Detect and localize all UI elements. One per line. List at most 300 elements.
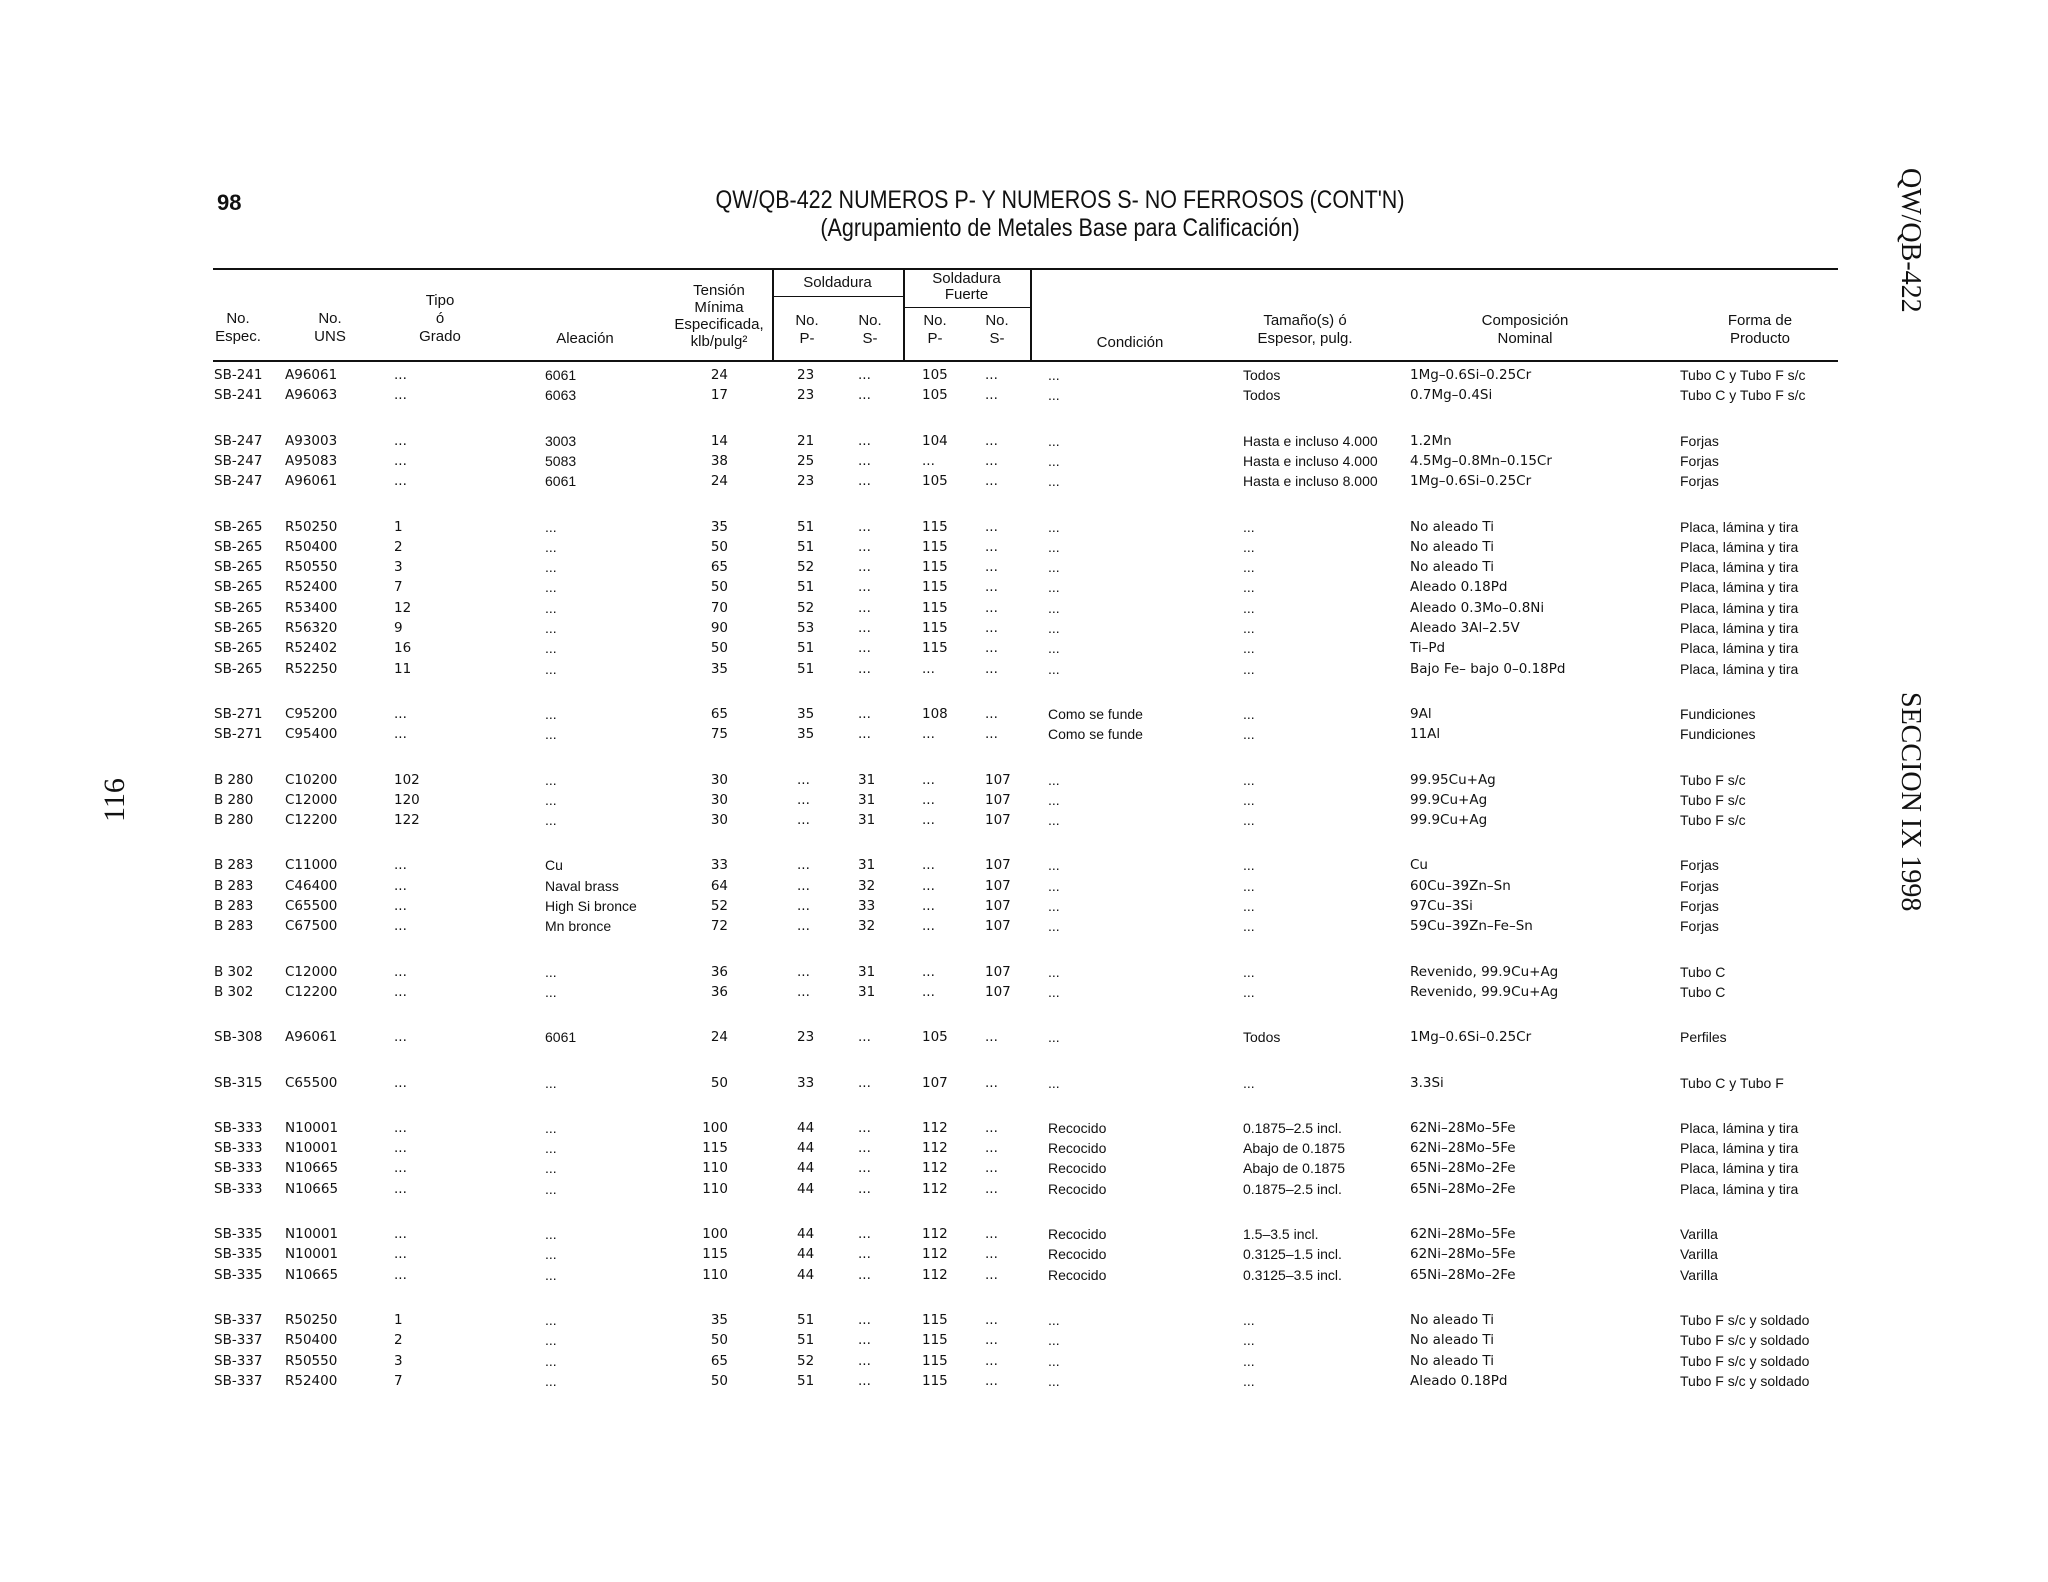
cell-tension: 50 [710,538,728,555]
cell-tamano: ... [1243,1372,1255,1389]
cell-no-uns: R56320 [285,620,338,636]
cell-composicion: 99.9Cu+Ag [1410,791,1488,808]
cell-sold-p: 51 [797,1372,815,1389]
cell-aleacion: 3003 [545,432,577,449]
cell-no-uns: R52402 [285,640,338,657]
header-tipo-grado: Tipo ó Grado [419,292,461,345]
cell-composicion: No aleado Ti [1410,1352,1494,1369]
cell-aleacion: ... [545,812,557,829]
cell-no-uns: A93003 [285,432,338,449]
cell-sold-p: ... [797,857,810,874]
cell-tipo-grado: 2 [394,538,403,555]
cell-forma: Tubo F s/c y soldado [1680,1332,1810,1349]
cell-condicion: ... [1048,620,1060,636]
cell-tipo-grado: ... [394,877,407,894]
cell-sold-p: 35 [797,726,815,743]
cell-forma: Placa, lámina y tira [1680,599,1799,616]
cell-condicion: Recocido [1048,1226,1107,1242]
cell-composicion: Aleado 0.3Mo–0.8Ni [1410,599,1545,616]
cell-aleacion: 5083 [545,452,577,469]
cell-sf-s: 107 [985,791,1011,808]
cell-forma: Perfiles [1680,1029,1727,1046]
cell-tension: 35 [710,1311,728,1328]
cell-sold-p: 51 [797,1332,815,1349]
cell-tamano: ... [1243,579,1255,596]
cell-condicion: ... [1048,1029,1060,1046]
cell-tension: 14 [710,432,728,449]
cell-condicion: ... [1048,898,1060,914]
cell-sold-s: ... [858,1332,871,1349]
cell-no-espec: SB-241 [214,387,263,404]
cell-no-uns: N10001 [285,1226,339,1242]
header-sf-no-s: No. S- [985,312,1009,347]
cell-condicion: ... [1048,579,1060,596]
cell-tipo-grado: 1 [394,1311,403,1328]
cell-sf-p: 108 [922,705,948,722]
cell-no-uns: A96061 [285,1029,338,1046]
cell-sf-p: ... [922,452,935,469]
cell-sf-p: 115 [922,518,948,535]
cell-no-espec: B 280 [214,791,254,808]
cell-sold-p: 44 [797,1226,815,1242]
cell-sold-s: ... [858,579,871,596]
cell-forma: Forjas [1680,918,1719,935]
cell-composicion: Revenido, 99.9Cu+Ag [1410,983,1559,1000]
cell-forma: Forjas [1680,432,1719,449]
cell-condicion: Recocido [1048,1119,1107,1136]
cell-forma: Tubo F s/c y soldado [1680,1372,1810,1389]
cell-composicion: 99.95Cu+Ag [1410,771,1496,788]
cell-forma: Forjas [1680,452,1719,469]
cell-sf-s: ... [985,1119,998,1136]
cell-condicion: ... [1048,367,1060,383]
cell-sold-s: ... [858,1160,871,1177]
cell-sold-s: ... [858,1119,871,1136]
cell-forma: Tubo F s/c [1680,812,1746,829]
cell-aleacion: ... [545,660,557,677]
cell-sf-p: 115 [922,579,948,596]
cell-aleacion: Cu [545,857,563,874]
cell-composicion: Cu [1410,857,1428,874]
cell-sf-s: ... [985,1140,998,1157]
cell-sold-s: 32 [858,877,876,894]
cell-tipo-grado: 7 [394,1372,403,1389]
cell-tipo-grado: 120 [394,791,420,808]
cell-sf-s: ... [985,473,998,490]
cell-tension: 30 [710,812,728,829]
cell-tipo-grado: ... [394,1029,407,1046]
cell-tamano: ... [1243,1332,1255,1349]
cell-sold-p: ... [797,812,810,829]
cell-forma: Tubo F s/c y soldado [1680,1311,1810,1328]
cell-no-espec: B 302 [214,983,254,1000]
cell-composicion: 65Ni–28Mo–2Fe [1410,1180,1516,1197]
cell-tipo-grado: 2 [394,1332,403,1349]
cell-no-espec: SB-333 [214,1140,263,1157]
cell-tamano: ... [1243,857,1255,874]
cell-sf-p: 105 [922,473,948,490]
cell-no-uns: R50250 [285,1311,338,1328]
cell-tension: 110 [702,1266,728,1283]
cell-tipo-grado: ... [394,473,407,490]
cell-sf-p: ... [922,857,935,874]
cell-composicion: 62Ni–28Mo–5Fe [1410,1246,1516,1263]
cell-sf-s: ... [985,1311,998,1328]
cell-tipo-grado: ... [394,367,407,383]
cell-tipo-grado: ... [394,1246,407,1263]
cell-no-espec: SB-337 [214,1332,263,1349]
cell-no-espec: SB-265 [214,559,263,576]
cell-sf-p: 115 [922,599,948,616]
cell-sf-p: 112 [922,1226,948,1242]
cell-condicion: Recocido [1048,1266,1107,1283]
cell-no-espec: SB-247 [214,432,263,449]
cell-no-uns: A96061 [285,367,338,383]
cell-tipo-grado: 102 [394,771,420,788]
cell-sf-s: ... [985,599,998,616]
cell-composicion: 60Cu–39Zn–Sn [1410,877,1511,894]
cell-tamano: ... [1243,791,1255,808]
cell-sold-p: 44 [797,1266,815,1283]
cell-sold-s: ... [858,473,871,490]
cell-sold-p: 23 [797,1029,815,1046]
cell-tamano: ... [1243,918,1255,935]
cell-tension: 38 [710,452,728,469]
cell-sold-p: 51 [797,660,815,677]
cell-sold-s: ... [858,599,871,616]
cell-no-espec: SB-265 [214,518,263,535]
cell-tamano: ... [1243,1352,1255,1369]
cell-condicion: ... [1048,812,1060,829]
cell-forma: Placa, lámina y tira [1680,640,1799,657]
cell-sold-s: ... [858,387,871,404]
cell-tamano: ... [1243,538,1255,555]
cell-no-espec: SB-265 [214,660,263,677]
cell-tamano: ... [1243,640,1255,657]
header-sold-no-p: No. P- [795,312,819,347]
cell-aleacion: ... [545,726,557,743]
cell-sold-s: 32 [858,918,876,935]
cell-tipo-grado: ... [394,1074,407,1091]
cell-tamano: ... [1243,1311,1255,1328]
cell-tipo-grado: ... [394,1180,407,1197]
header-forma: Forma de Producto [1727,312,1793,347]
cell-no-espec: B 283 [214,918,254,935]
cell-forma: Tubo C [1680,983,1726,1000]
cell-sold-p: 25 [797,452,815,469]
cell-composicion: Revenido, 99.9Cu+Ag [1410,963,1559,980]
cell-sf-s: ... [985,559,998,576]
cell-sold-s: ... [858,538,871,555]
cell-no-espec: B 280 [214,771,254,788]
cell-forma: Tubo C y Tubo F s/c [1680,367,1806,383]
cell-tension: 36 [710,983,728,1000]
cell-sold-s: ... [858,518,871,535]
cell-no-espec: B 280 [214,812,254,829]
cell-aleacion: 6061 [545,367,577,383]
cell-forma: Placa, lámina y tira [1680,559,1799,576]
cell-tension: 17 [710,387,728,404]
cell-tension: 36 [710,963,728,980]
cell-sf-p: 105 [922,387,948,404]
cell-sf-s: ... [985,367,998,383]
cell-tipo-grado: ... [394,1140,407,1157]
side-label-middle: SECCION IX 1998 [1895,692,1926,912]
cell-no-uns: R50250 [285,518,338,535]
cell-tension: 65 [710,1352,728,1369]
cell-tension: 24 [710,473,728,490]
cell-composicion: Aleado 0.18Pd [1410,1372,1508,1389]
cell-tamano: Hasta e incluso 8.000 [1243,473,1378,490]
cell-condicion: ... [1048,791,1060,808]
cell-composicion: 65Ni–28Mo–2Fe [1410,1160,1516,1177]
cell-forma: Fundiciones [1680,726,1756,743]
cell-tension: 110 [702,1180,728,1197]
cell-composicion: No aleado Ti [1410,518,1494,535]
cell-sold-p: 23 [797,473,815,490]
cell-sf-s: ... [985,620,998,636]
cell-forma: Tubo C y Tubo F s/c [1680,387,1806,404]
cell-tipo-grado: ... [394,705,407,722]
cell-no-uns: R50400 [285,1332,338,1349]
cell-no-espec: SB-247 [214,452,263,469]
cell-sold-s: ... [858,660,871,677]
header-no-uns: No. UNS [314,310,346,345]
cell-sf-s: ... [985,1226,998,1242]
cell-composicion: 1Mg–0.6Si–0.25Cr [1410,1029,1532,1046]
cell-no-uns: C12000 [285,791,338,808]
cell-composicion: 62Ni–28Mo–5Fe [1410,1140,1516,1157]
cell-no-espec: SB-265 [214,599,263,616]
cell-tipo-grado: ... [394,1226,407,1242]
cell-tamano: ... [1243,559,1255,576]
cell-tamano: Abajo de 0.1875 [1243,1160,1345,1177]
cell-tipo-grado: ... [394,1266,407,1283]
cell-tipo-grado: 1 [394,518,403,535]
cell-condicion: ... [1048,660,1060,677]
cell-tension: 35 [710,660,728,677]
cell-tipo-grado: ... [394,432,407,449]
cell-condicion: ... [1048,918,1060,935]
cell-composicion: No aleado Ti [1410,1311,1494,1328]
cell-aleacion: ... [545,1180,557,1197]
cell-tension: 90 [710,620,728,636]
cell-sold-s: ... [858,1311,871,1328]
cell-sold-p: ... [797,877,810,894]
cell-no-uns: C67500 [285,918,338,935]
cell-condicion: ... [1048,771,1060,788]
cell-condicion: ... [1048,1332,1060,1349]
cell-sold-p: 44 [797,1140,815,1157]
cell-no-uns: N10665 [285,1180,339,1197]
cell-aleacion: ... [545,1246,557,1263]
cell-aleacion: ... [545,1372,557,1389]
cell-sf-p: 112 [922,1119,948,1136]
cell-no-uns: C65500 [285,898,338,914]
cell-aleacion: ... [545,640,557,657]
cell-no-espec: SB-315 [214,1074,263,1091]
cell-sf-p: 115 [922,1311,948,1328]
cell-sf-s: ... [985,1029,998,1046]
cell-sold-s: ... [858,1029,871,1046]
cell-no-uns: C95200 [285,705,338,722]
cell-no-uns: C12000 [285,963,338,980]
cell-sf-s: 107 [985,983,1011,1000]
cell-condicion: Recocido [1048,1160,1107,1177]
cell-composicion: No aleado Ti [1410,1332,1494,1349]
cell-sf-p: ... [922,963,935,980]
cell-no-uns: N10001 [285,1119,339,1136]
cell-condicion: ... [1048,473,1060,490]
cell-sold-p: ... [797,791,810,808]
cell-sold-s: ... [858,705,871,722]
cell-tension: 50 [710,579,728,596]
cell-sold-s: ... [858,452,871,469]
cell-condicion: Recocido [1048,1180,1107,1197]
cell-tamano: ... [1243,812,1255,829]
cell-tension: 72 [710,918,728,935]
cell-no-espec: SB-308 [214,1029,263,1046]
cell-tipo-grado: ... [394,983,407,1000]
cell-composicion: No aleado Ti [1410,538,1494,555]
side-label-left: 116 [98,778,131,822]
cell-no-uns: C10200 [285,771,338,788]
cell-no-espec: SB-337 [214,1372,263,1389]
cell-condicion: ... [1048,1074,1060,1091]
cell-tipo-grado: ... [394,1119,407,1136]
cell-tamano: ... [1243,620,1255,636]
cell-tamano: ... [1243,518,1255,535]
cell-composicion: 62Ni–28Mo–5Fe [1410,1226,1516,1242]
cell-sf-s: ... [985,518,998,535]
cell-sf-p: 115 [922,1332,948,1349]
cell-sold-s: ... [858,1140,871,1157]
cell-no-espec: SB-265 [214,640,263,657]
cell-sold-p: 51 [797,640,815,657]
cell-composicion: 9Al [1410,705,1432,722]
cell-sold-s: ... [858,1180,871,1197]
cell-condicion: Recocido [1048,1246,1107,1263]
cell-forma: Placa, lámina y tira [1680,620,1799,636]
cell-sf-p: ... [922,791,935,808]
cell-sold-p: 23 [797,387,815,404]
cell-tension: 50 [710,1074,728,1091]
cell-sf-s: ... [985,705,998,722]
cell-sf-s: ... [985,1266,998,1283]
cell-tension: 50 [710,1332,728,1349]
cell-forma: Placa, lámina y tira [1680,579,1799,596]
cell-condicion: ... [1048,1372,1060,1389]
cell-sf-p: 112 [922,1160,948,1177]
cell-aleacion: ... [545,1160,557,1177]
cell-sf-s: ... [985,1246,998,1263]
cell-tipo-grado: 122 [394,812,420,829]
cell-tamano: ... [1243,599,1255,616]
cell-no-espec: SB-337 [214,1352,263,1369]
cell-sf-p: ... [922,726,935,743]
cell-sf-p: ... [922,918,935,935]
cell-aleacion: ... [545,1140,557,1157]
cell-composicion: 99.9Cu+Ag [1410,812,1488,829]
cell-aleacion: ... [545,705,557,722]
cell-no-uns: C65500 [285,1074,338,1091]
cell-tension: 64 [710,877,728,894]
cell-tension: 30 [710,771,728,788]
cell-aleacion: ... [545,579,557,596]
cell-sold-s: ... [858,726,871,743]
header-tamano: Tamaño(s) ó Espesor, pulg. [1257,312,1353,347]
cell-tamano: ... [1243,1074,1255,1091]
cell-tamano: 0.3125–3.5 incl. [1243,1266,1342,1283]
cell-no-espec: SB-271 [214,726,263,743]
cell-aleacion: ... [545,559,557,576]
cell-no-espec: B 283 [214,877,254,894]
cell-tamano: ... [1243,705,1255,722]
cell-sold-p: 23 [797,367,815,383]
cell-aleacion: ... [545,963,557,980]
cell-condicion: Como se funde [1048,726,1143,743]
cell-no-uns: N10665 [285,1160,339,1177]
cell-forma: Tubo F s/c [1680,791,1746,808]
cell-forma: Placa, lámina y tira [1680,1180,1799,1197]
cell-sold-s: ... [858,1226,871,1242]
cell-condicion: ... [1048,599,1060,616]
cell-sold-p: 52 [797,599,815,616]
cell-no-espec: SB-335 [214,1246,263,1263]
cell-sf-p: ... [922,983,935,1000]
cell-forma: Varilla [1680,1246,1718,1263]
cell-tipo-grado: ... [394,387,407,404]
cell-sf-p: 112 [922,1246,948,1263]
cell-no-uns: R52250 [285,660,338,677]
cell-no-espec: SB-265 [214,538,263,555]
cell-sf-p: 112 [922,1266,948,1283]
cell-no-espec: SB-333 [214,1119,263,1136]
cell-sf-p: 105 [922,1029,948,1046]
header-aleacion: Aleación [556,330,614,347]
cell-no-espec: SB-333 [214,1180,263,1197]
cell-tipo-grado: 12 [394,599,412,616]
cell-condicion: ... [1048,1311,1060,1328]
cell-sold-s: ... [858,640,871,657]
cell-tamano: ... [1243,771,1255,788]
cell-sf-s: 107 [985,877,1011,894]
cell-tipo-grado: ... [394,918,407,935]
cell-forma: Tubo C y Tubo F [1680,1074,1784,1091]
cell-tipo-grado: ... [394,963,407,980]
cell-no-espec: SB-247 [214,473,263,490]
cell-sf-s: 107 [985,771,1011,788]
cell-sf-s: 107 [985,963,1011,980]
cell-sold-s: 31 [858,963,876,980]
cell-tamano: 0.3125–1.5 incl. [1243,1246,1342,1263]
cell-forma: Placa, lámina y tira [1680,538,1799,555]
cell-forma: Forjas [1680,857,1719,874]
cell-composicion: 11Al [1410,726,1441,743]
cell-composicion: Bajo Fe– bajo 0–0.18Pd [1410,660,1566,677]
cell-sold-p: ... [797,771,810,788]
cell-forma: Forjas [1680,877,1719,894]
cell-aleacion: ... [545,599,557,616]
cell-tension: 65 [710,559,728,576]
cell-sold-p: 51 [797,1311,815,1328]
cell-no-uns: R53400 [285,599,338,616]
cell-composicion: 59Cu–39Zn–Fe–Sn [1410,918,1533,935]
cell-no-espec: SB-271 [214,705,263,722]
cell-sf-s: 107 [985,918,1011,935]
cell-forma: Placa, lámina y tira [1680,1140,1799,1157]
cell-sf-p: 115 [922,1352,948,1369]
